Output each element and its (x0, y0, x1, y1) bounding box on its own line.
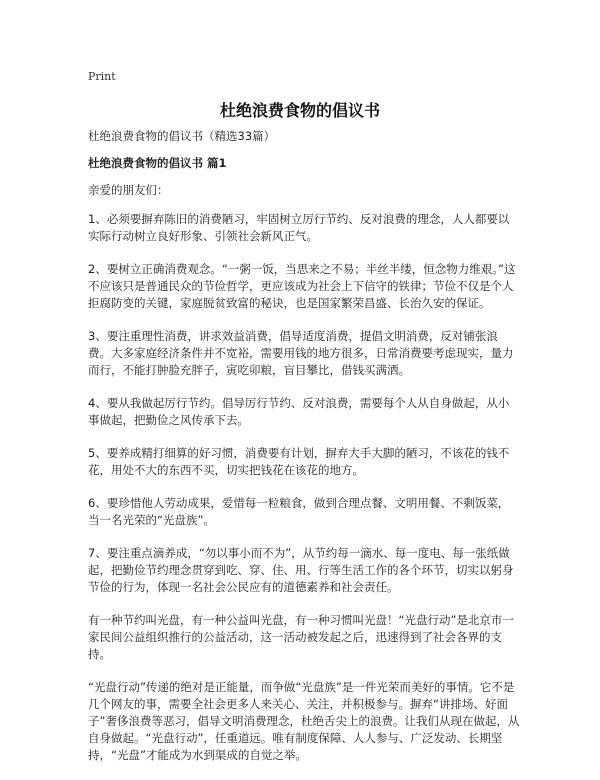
paragraph-4: 4、要从我做起厉行节约。倡导厉行节约、反对浪费，需要每个人从自身做起，从小事做起，把勤俭之风传承下去。 (88, 396, 510, 427)
paragraph-8: 有一种节约叫光盘，有一种公益叫光盘，有一种习惯叫光盘！“光盘行动”是北京市一家民间公益组织推行的公益活动，这一活动被发起之后，迅速得到了社会各界的支持。 (88, 613, 514, 661)
paragraph-5: 5、要养成精打细算的好习惯，消费要有计划，摒弃大手大脚的陋习，不该花的钱不花，用处不大的东西不买，切实把钱花在该花的地方。 (88, 446, 510, 477)
document-body (88, 128, 520, 780)
paragraph-7: 7、要注重点滴养成，“勿以事小而不为”，从节约每一滴水、每一度电、每一张纸做起，把勤俭节约理念贯穿到吃、穿、住、用、行等生活工作的各个环节，切实以躬身节俭的行为，体现一名社会公民应有的道德素养和社会责任。 (88, 546, 514, 594)
paragraph-1: 1、必须要摒弃陈旧的消费陋习，牢固树立厉行节约、反对浪费的理念，人人都要以实际行动树立良好形象、引领社会新风正气。 (88, 212, 510, 243)
greeting: 亲爱的朋友们： (88, 183, 169, 197)
print-label: Print (88, 70, 116, 83)
paragraph-6: 6、要珍惜他人劳动成果，爱惜每一粒粮食，做到合理点餐、文明用餐、不剩饭菜，当一名光荣的“光盘族”。 (88, 496, 510, 527)
paragraph-9: “光盘行动”传递的绝对是正能量，而争做“光盘族”是一件光荣而美好的事情。它不是几个网友的事，需要全社会更多人来关心、关注，并积极参与。摒弃“讲排场、好面子”奢侈浪费等恶习，倡导文明消费理念，杜绝舌尖上的浪费。让我们从现在做起，从自身做起。“光盘行动”，任重道远。唯有制度保障、人人参与、广泛发动、长期坚持，“光盘”才能成为水到渠成的自觉之举。 (88, 680, 520, 762)
document-subtitle: 杜绝浪费食物的倡议书（精选33篇） (88, 129, 276, 143)
paragraph-2: 2、要树立正确消费观念。“一粥一饭，当思来之不易；半丝半缕，恒念物力维艰。”这不应该只是普通民众的节俭哲学，更应该成为社会上下信守的铁律；节俭不仅是个人拒腐防变的关键，家庭脱贫致富的秘诀，也是国家繁荣昌盛、长治久安的保证。 (88, 262, 516, 310)
section-heading: 杜绝浪费食物的倡议书 篇1 (88, 156, 227, 170)
paragraph-3: 3、要注重理性消费，讲求效益消费，倡导适度消费，提倡文明消费，反对铺张浪费。大多家庭经济条件并不宽裕，需要用钱的地方很多，日常消费要考虑现实，量力而行，不能打肿脸充胖子，寅吃卯粮，盲目攀比，借钱买满洒。 (88, 329, 514, 377)
page-title: 杜绝浪费食物的倡议书 (219, 101, 380, 120)
